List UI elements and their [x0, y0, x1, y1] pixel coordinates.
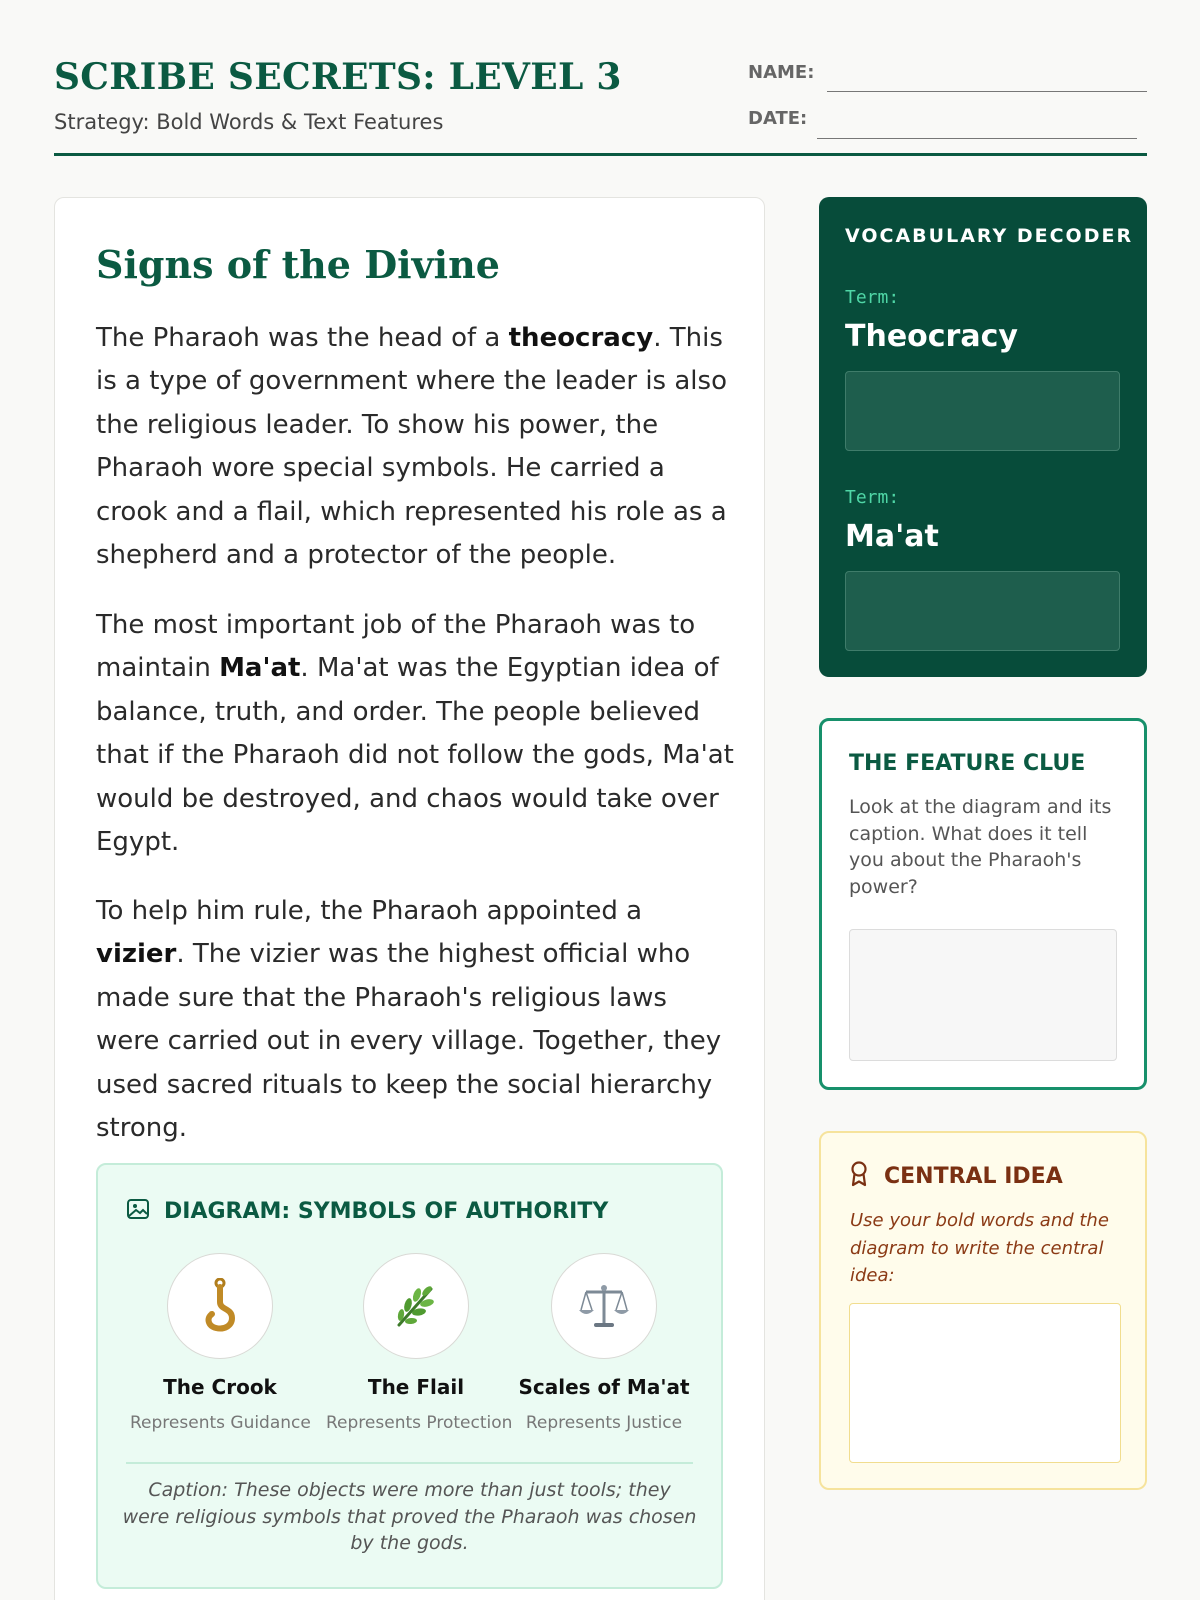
symbol-desc: Represents Protection	[326, 1413, 513, 1433]
bold-term-theocracy: theocracy	[508, 323, 654, 353]
article-paragraph: The most important job of the Pharaoh was to maintain Ma'at. Ma'at was the Egyptian idea of balance, truth, and order. The people believed that if the Pharaoh did not follow the gods, Ma'at would be destroyed, and chaos would take over Egypt.	[96, 610, 734, 858]
date-label: DATE:	[748, 108, 808, 129]
date-field[interactable]	[817, 138, 1137, 139]
award-icon	[850, 1161, 868, 1191]
clue-prompt: Look at the diagram and its caption. What does it tell you about the Pharaoh's power?	[849, 796, 1112, 898]
clue-answer-input[interactable]	[849, 929, 1117, 1061]
symbol-crook	[130, 1253, 310, 1433]
diagram-divider	[126, 1462, 693, 1464]
central-idea-card	[819, 1131, 1147, 1490]
central-idea-prompt: Use your bold words and the diagram to write the central idea:	[850, 1210, 1109, 1286]
term-label: Term:	[845, 287, 900, 308]
scales-icon	[551, 1253, 657, 1359]
vocab-term-maat: Ma'at	[845, 519, 939, 554]
diagram-title: DIAGRAM: SYMBOLS OF AUTHORITY	[164, 1198, 609, 1224]
central-idea-title: CENTRAL IDEA	[884, 1163, 1063, 1189]
symbol-scales	[514, 1253, 694, 1433]
diagram-box	[96, 1163, 723, 1589]
vocab-definition-input[interactable]	[845, 371, 1120, 451]
article-card	[54, 197, 765, 1600]
hook-icon	[167, 1253, 273, 1359]
image-icon	[126, 1197, 150, 1225]
central-idea-input[interactable]	[849, 1303, 1121, 1463]
diagram-caption: Caption: These objects were more than just tools; they were religious symbols that proved the Pharaoh was chosen by the gods.	[122, 1479, 697, 1554]
diagram-header	[126, 1197, 608, 1225]
central-idea-header	[850, 1161, 1063, 1191]
worksheet-subtitle: Strategy: Bold Words & Text Features	[54, 110, 444, 134]
article-title: Signs of the Divine	[96, 242, 500, 287]
name-field[interactable]	[827, 91, 1147, 92]
term-label: Term:	[845, 487, 900, 508]
bold-term-vizier: vizier	[96, 939, 177, 970]
vocab-term-theocracy: Theocracy	[845, 319, 1018, 354]
article-paragraph: The Pharaoh was the head of a theocracy. This is a type of government where the leader is also the religious leader. To show his power, the Pharaoh wore special symbols. He carried a crook and a flail, which represented his role as a shepherd and a protector of the people.	[96, 323, 727, 571]
vocab-definition-input[interactable]	[845, 571, 1120, 651]
symbol-name: The Flail	[367, 1375, 465, 1399]
symbol-flail	[326, 1253, 513, 1433]
name-label: NAME:	[748, 62, 815, 83]
symbol-desc: Represents Guidance	[130, 1413, 311, 1433]
symbol-name: Scales of Ma'at	[518, 1375, 690, 1399]
clue-title: THE FEATURE CLUE	[849, 751, 1086, 776]
vocab-title: VOCABULARY DECODER	[845, 225, 1134, 247]
article-paragraph: To help him rule, the Pharaoh appointed a vizier. The vizier was the highest official who made sure that the Pharaoh's religious laws were carried out in every village. Together, they used sacred rituals to keep the social hierarchy strong.	[96, 896, 722, 1144]
vocabulary-decoder-card	[819, 197, 1147, 677]
worksheet-title: SCRIBE SECRETS: LEVEL 3	[54, 56, 622, 98]
worksheet-header	[54, 56, 1147, 156]
bold-term-maat: Ma'at	[219, 653, 301, 684]
feature-clue-card	[819, 718, 1147, 1090]
symbol-name: The Crook	[163, 1375, 277, 1399]
symbol-desc: Represents Justice	[525, 1413, 683, 1433]
herb-icon	[363, 1253, 469, 1359]
